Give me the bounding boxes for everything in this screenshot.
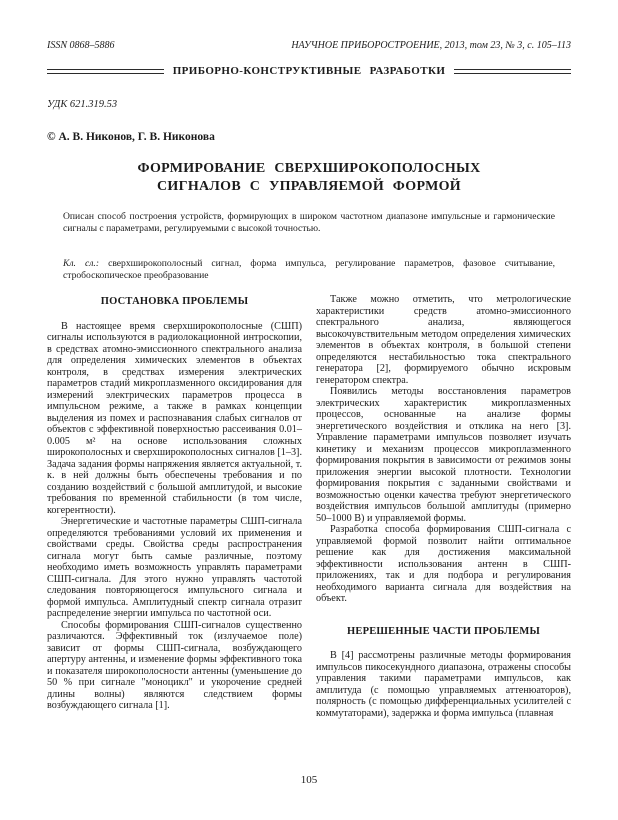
section-banner-title: ПРИБОРНО-КОНСТРУКТИВНЫЕ РАЗРАБОТКИ (172, 65, 446, 77)
paragraph: Появились методы восстановления параметров электрических характеристик микроплазменных процессов, основанные на анализе формы энергетического воздействия и отклика на него [3]. Управление параметрами импульсов позволяет изучать кинетику и механизм процессов микроплазменного формирования покрытия в зависимости от режимов зоны приложения энергии высокой плотности. Технологии формирования покрытия с заданными свойствами и возможностью оценки качества требуют энергетического воздействия импульсов большой амплитуды (примерно 50–1000 В) и управляемой формы. (316, 386, 571, 524)
article-title-line1: ФОРМИРОВАНИЕ СВЕРХШИРОКОПОЛОСНЫХ (137, 161, 481, 176)
section-banner (47, 65, 571, 77)
keywords (63, 258, 555, 281)
issn: ISSN 0868–5886 (47, 40, 115, 51)
right-column-heading: НЕРЕШЕННЫЕ ЧАСТИ ПРОБЛЕМЫ (347, 625, 540, 637)
two-column-body (47, 294, 571, 774)
double-rule-right (454, 69, 571, 74)
double-rule-left (47, 69, 164, 74)
left-column-heading: ПОСТАНОВКА ПРОБЛЕМЫ (100, 296, 249, 308)
paragraph: В настоящее время сверхширокополосные (СШП) сигналы используются в радиолокационной интроскопии, в средствах атомно-эмиссионного спектрального анализа для определения химических элементов в объектах контроля, в средствах измерения электрических параметров стадий микроплазменного оксидирования для измерений электрических параметров процесса в импульсном режиме, а также в рамках концепции выделения из помех и распознавания слабых сигналов от объектов с эффективной поверхностью рассеивания 0.01–0.005 м² на основе использования сложных широкополосных и сверхширокополосных сигналов [1–3]. Задача задания формы напряжения является актуальной, т. к. в ней должны быть обеспечены требования и по созданию воздействий с большой амплитудой, и высокие требования по временно́й стабильности (в том числе, когерентности). (47, 320, 302, 516)
running-head (47, 40, 571, 52)
udc-code: УДК 621.319.53 (47, 99, 118, 110)
paragraph: Способы формирования СШП-сигналов существенно различаются. Эффективный ток (излучаемое поле) зависит от формы СШП-сигнала, возбуждающего апертуру антенны, и изменение формы эффективного тока и показателя широкополосности антенны (уменьшение до 50 % при сигнале "моноцикл" и укорочение средней длины волны) являются следствием формы возбуждающего сигнала [1]. (47, 619, 302, 712)
keywords-label: Кл. сл.: (63, 258, 100, 270)
article-title (47, 160, 571, 196)
paragraph: Энергетические и частотные параметры СШП-сигнала определяются требованиями условий их применения и свойствами среды. Свойства среды распространения сигнала могут быть самые различные, поэтому необходимо иметь возможность управлять параметрами СШП-сигнала. Для этого нужно управлять частотой следования повторяющегося импульсного сигнала и формой импульса. Амплитудный спектр сигнала отразит распределение энергии импульса по частотной оси. (47, 516, 302, 620)
left-column (47, 294, 302, 774)
paragraph: В [4] рассмотрены различные методы формирования импульсов пикосекундного диапазона, отражены способы управления такими параметрами импульсов, как амплитуда (с помощью управляемых аттенюаторов), полярность (с помощью дифференциальных усилителей с коммутаторами), задержка и форма импульса (плавная (316, 650, 571, 719)
article-title-line2: СИГНАЛОВ С УПРАВЛЯЕМОЙ ФОРМОЙ (157, 179, 461, 194)
journal-reference: НАУЧНОЕ ПРИБОРОСТРОЕНИЕ, 2013, том 23, № 3, c. 105–113 (291, 40, 571, 51)
abstract: Описан способ построения устройств, формирующих в широком частотном диапазоне импульсные и гармонические сигналы с параметрами, регулируемыми с высокой точностью. (63, 211, 555, 234)
right-column (316, 294, 571, 774)
page-number: 105 (300, 774, 318, 786)
page-footer (0, 774, 618, 820)
keywords-text: сверхширокополосный сигнал, форма импульса, регулирование параметров, фазовое считывание, стробоскопическое преобразование (63, 258, 555, 281)
paragraph: Разработка способа формирования СШП-сигнала с управляемой формой позволит найти оптимальное решение как для достижения максимальной эффективности использования антенн в СШП-приложениях, так и для подбора и регулирования необходимого варианта сигнала для воздействия на объект. (316, 524, 571, 605)
paragraph: Также можно отметить, что метрологические характеристики средств атомно-эмиссионного спектрального анализа, являющегося высокочувствительным методом определения химических элементов в объектах контроля, в большой степени определяются нестабильностью тока спектрального генератора [2], формируемого обычно искровым генератором спектра. (316, 294, 571, 386)
authors-line: © А. В. Никонов, Г. В. Никонова (47, 131, 215, 143)
